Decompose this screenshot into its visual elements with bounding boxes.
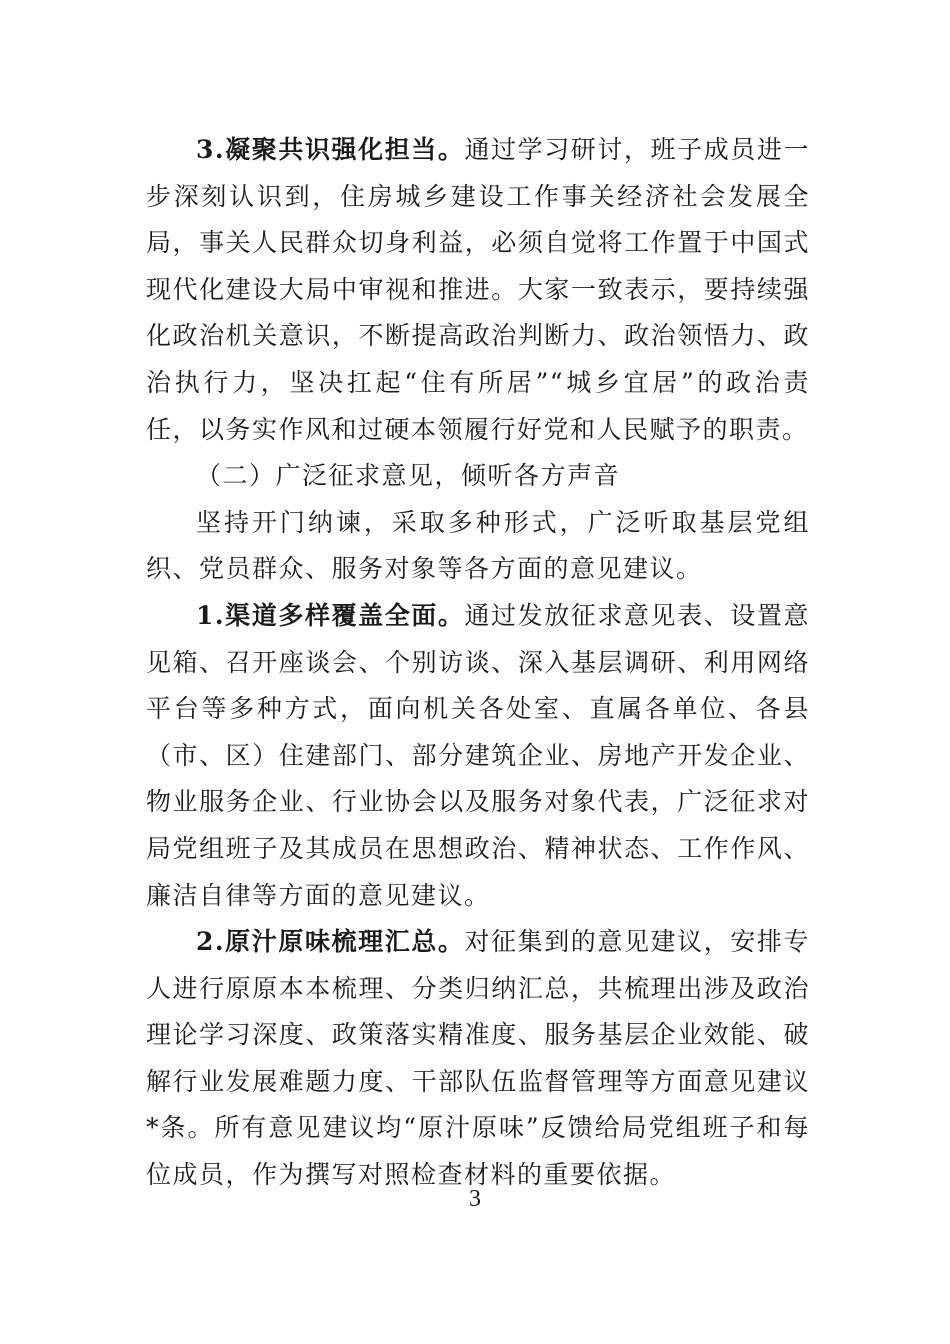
paragraph-consensus bbox=[146, 127, 810, 453]
section-heading-text: （二）广泛征求意见，倾听各方声音 bbox=[196, 461, 621, 491]
paragraph-intro bbox=[146, 500, 810, 593]
document-body bbox=[146, 127, 810, 1199]
paragraph-lead: 3.凝聚共识强化担当。 bbox=[196, 135, 465, 164]
page-number: 3 bbox=[469, 1186, 481, 1212]
paragraph-channels bbox=[146, 593, 810, 919]
paragraph-text: 通过发放征求意见表、设置意见箱、召开座谈会、个别访谈、深入基层调研、利用网络平台等多种方式，面向机关各处室、直属各单位、各县（市、区）住建部门、部分建筑企业、房地产开发企业、物业服务企业、行业协会以及服务对象代表，广泛征求对局党组班子及其成员在思想政治、精神状态、工作作风、廉洁自律等方面的意见建议。 bbox=[146, 600, 810, 910]
paragraph-text: 通过学习研讨，班子成员进一步深刻认识到，住房城乡建设工作事关经济社会发展全局，事关人民群众切身利益，必须自觉将工作置于中国式现代化建设大局中审视和推进。大家一致表示，要持续强化政治机关意识，不断提高政治判断力、政治领悟力、政治执行力，坚决扛起“住有所居”“城乡宜居”的政治责任，以务实作风和过硬本领履行好党和人民赋予的职责。 bbox=[146, 135, 810, 444]
paragraph-lead: 1.渠道多样覆盖全面。 bbox=[196, 600, 465, 630]
paragraph-summary bbox=[146, 919, 810, 1199]
section-heading bbox=[146, 453, 810, 500]
paragraph-lead: 2.原汁原味梳理汇总。 bbox=[196, 927, 465, 957]
paragraph-text: 坚持开门纳谏，采取多种形式，广泛听取基层党组织、党员群众、服务对象等各方面的意见建议。 bbox=[146, 507, 810, 584]
paragraph-text: 对征集到的意见建议，安排专人进行原原本本梳理、分类归纳汇总，共梳理出涉及政治理论学习深度、政策落实精准度、服务基层企业效能、破解行业发展难题力度、干部队伍监督管理等方面意见建议*条。所有意见建议均“原汁原味”反馈给局党组班子和每位成员，作为撰写对照检查材料的重要依据。 bbox=[146, 927, 810, 1190]
